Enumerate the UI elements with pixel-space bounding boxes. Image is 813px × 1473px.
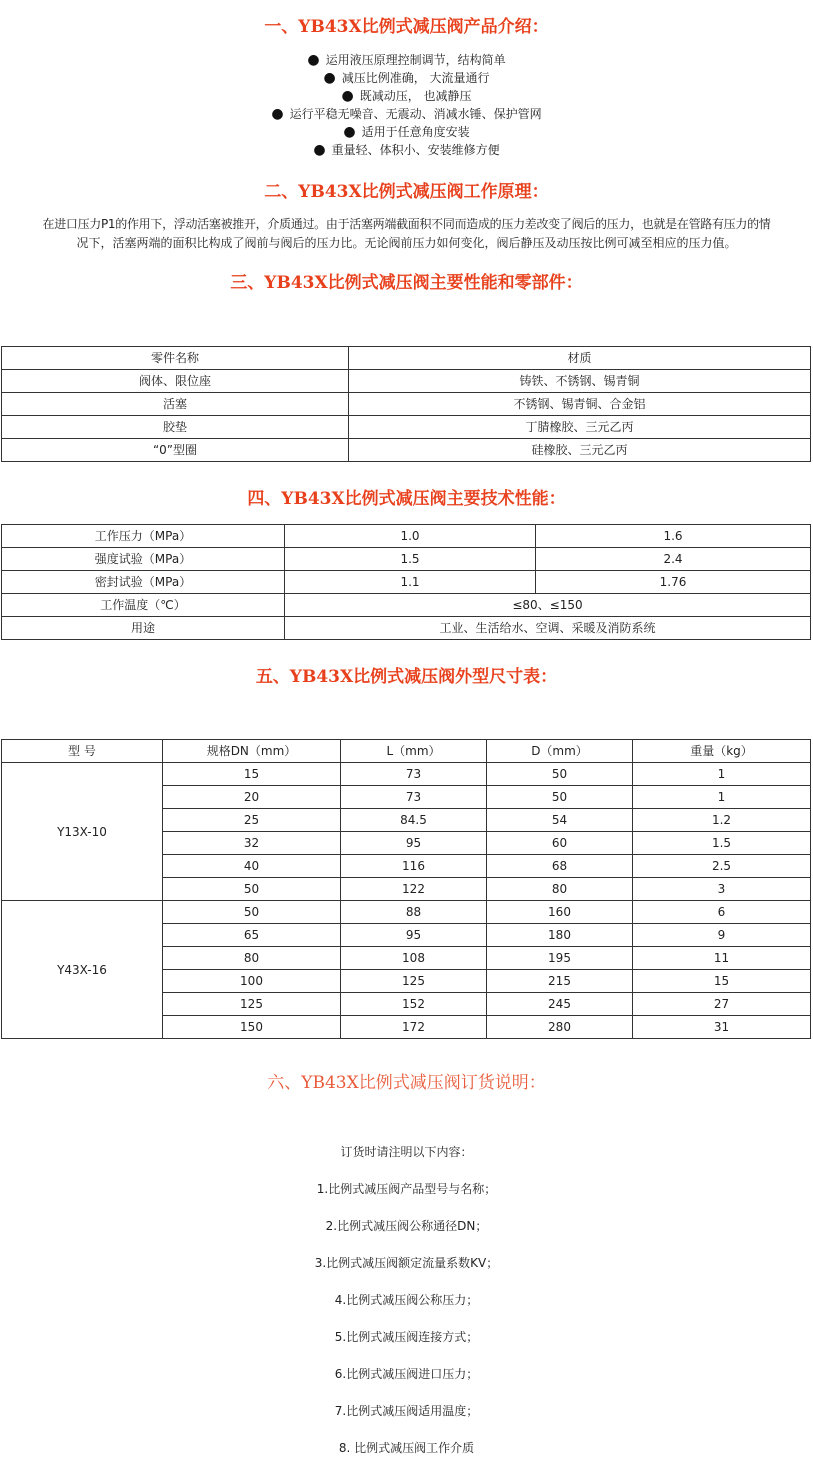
table-cell: 15 — [163, 763, 341, 786]
bullet-dot-icon: ● — [307, 52, 320, 68]
table-row — [2, 548, 811, 571]
dimension-table — [1, 739, 811, 1039]
feature-text: 运用液压原理控制调节，结构简单 — [325, 53, 506, 67]
table-cell: 50 — [163, 901, 341, 924]
table-cell: 100 — [163, 970, 341, 993]
table-cell: 25 — [163, 809, 341, 832]
table-cell: 不锈钢、锡青铜、合金铝 — [349, 393, 811, 416]
table-row — [2, 617, 811, 640]
principle-line-1: 在进口压力P1的作用下，浮动活塞被推开，介质通过。由于活塞两端截面积不同而造成的压力差改变了阀后的压力，也就是在管路有压力的情 — [42, 217, 771, 231]
table-cell: 40 — [163, 855, 341, 878]
table-cell: 密封试验（MPa） — [2, 571, 285, 594]
table-cell: 胶垫 — [2, 416, 349, 439]
table-cell: 245 — [487, 993, 633, 1016]
bullet-dot-icon: ● — [313, 142, 326, 158]
table-cell: 阀体、限位座 — [2, 370, 349, 393]
ordering-line: 7.比例式减压阀适用温度； — [334, 1404, 479, 1418]
table-cell: 150 — [163, 1016, 341, 1039]
section1-title: 一、YB43X比例式减压阀产品介绍： — [264, 17, 549, 37]
section3-title: 三、YB43X比例式减压阀主要性能和零部件： — [230, 273, 583, 293]
feature-item — [0, 105, 813, 123]
table-row — [2, 571, 811, 594]
table-row — [2, 439, 811, 462]
table-cell: 125 — [341, 970, 487, 993]
table-cell: 88 — [341, 901, 487, 924]
table-cell: 54 — [487, 809, 633, 832]
table-cell: 工作温度（℃） — [2, 594, 285, 617]
feature-item — [0, 87, 813, 105]
table-cell: 活塞 — [2, 393, 349, 416]
feature-item — [0, 51, 813, 69]
table-row — [2, 416, 811, 439]
feature-text: 适用于任意角度安装 — [361, 125, 470, 139]
header-cell: L（mm） — [341, 740, 487, 763]
table-row — [2, 525, 811, 548]
feature-item — [0, 141, 813, 159]
ordering-line: 8. 比例式减压阀工作介质 — [338, 1441, 475, 1455]
bullet-dot-icon: ● — [343, 124, 356, 140]
tech-spec-table — [1, 524, 811, 640]
table-cell: 2.5 — [633, 855, 811, 878]
table-cell: 20 — [163, 786, 341, 809]
section5-title: 五、YB43X比例式减压阀外型尺寸表： — [255, 667, 558, 687]
table-cell: 280 — [487, 1016, 633, 1039]
feature-list — [0, 51, 813, 159]
bullet-dot-icon: ● — [323, 70, 336, 86]
header-cell: 零件名称 — [2, 347, 349, 370]
feature-text: 减压比例准确， 大流量通行 — [341, 71, 490, 85]
feature-text: 重量轻、体积小、安装维修方便 — [331, 143, 500, 157]
table-cell: 工作压力（MPa） — [2, 525, 285, 548]
table-cell: 80 — [163, 947, 341, 970]
header-cell: D（mm） — [487, 740, 633, 763]
section6-title: 六、YB43X比例式减压阀订货说明： — [267, 1073, 546, 1093]
table-cell: 铸铁、不锈钢、锡青铜 — [349, 370, 811, 393]
table-cell: 50 — [163, 878, 341, 901]
bullet-dot-icon: ● — [341, 88, 354, 104]
table-cell: 27 — [633, 993, 811, 1016]
table-cell: 84.5 — [341, 809, 487, 832]
table-cell: 1 — [633, 763, 811, 786]
table-cell: 160 — [487, 901, 633, 924]
table-cell: 丁腈橡胶、三元乙丙 — [349, 416, 811, 439]
table-cell: 1.0 — [285, 525, 536, 548]
table-cell: 108 — [341, 947, 487, 970]
table-header-row — [2, 740, 811, 763]
ordering-line: 2.比例式减压阀公称通径DN； — [325, 1219, 488, 1233]
feature-text: 运行平稳无噪音、无震动、消减水锤、保护管网 — [289, 107, 542, 121]
table-cell: 2.4 — [536, 548, 811, 571]
table-cell: 116 — [341, 855, 487, 878]
ordering-line: 6.比例式减压阀进口压力； — [334, 1367, 479, 1381]
table-cell: 1.5 — [285, 548, 536, 571]
table-row — [2, 763, 811, 786]
ordering-line: 5.比例式减压阀连接方式； — [334, 1330, 479, 1344]
bullet-dot-icon: ● — [271, 106, 284, 122]
table-cell: 1.2 — [633, 809, 811, 832]
section2-title: 二、YB43X比例式减压阀工作原理： — [264, 182, 549, 202]
header-cell: 型 号 — [2, 740, 163, 763]
table-cell: 215 — [487, 970, 633, 993]
table-cell: 60 — [487, 832, 633, 855]
section4-title: 四、YB43X比例式减压阀主要技术性能： — [247, 489, 566, 509]
table-cell: 73 — [341, 763, 487, 786]
table-cell: 172 — [341, 1016, 487, 1039]
table-cell: 用途 — [2, 617, 285, 640]
table-cell: 硅橡胶、三元乙丙 — [349, 439, 811, 462]
table-cell: 1.5 — [633, 832, 811, 855]
ordering-line: 1.比例式减压阀产品型号与名称； — [316, 1182, 497, 1196]
table-cell: 1.76 — [536, 571, 811, 594]
table-cell: 180 — [487, 924, 633, 947]
table-cell: 3 — [633, 878, 811, 901]
table-cell: 1.1 — [285, 571, 536, 594]
model-cell: Y43X-16 — [2, 901, 163, 1039]
header-cell: 重量（kg） — [633, 740, 811, 763]
header-cell: 规格DN（mm） — [163, 740, 341, 763]
feature-text: 既减动压， 也减静压 — [359, 89, 472, 103]
ordering-instructions — [0, 1140, 813, 1473]
table-cell: 工业、生活给水、空调、采暖及消防系统 — [285, 617, 811, 640]
feature-item — [0, 123, 813, 141]
table-cell: 11 — [633, 947, 811, 970]
table-cell: 31 — [633, 1016, 811, 1039]
table-cell: 强度试验（MPa） — [2, 548, 285, 571]
table-cell: 195 — [487, 947, 633, 970]
table-cell: 122 — [341, 878, 487, 901]
table-cell: 15 — [633, 970, 811, 993]
table-cell: 50 — [487, 763, 633, 786]
table-row — [2, 393, 811, 416]
table-cell: 65 — [163, 924, 341, 947]
table-cell: 125 — [163, 993, 341, 1016]
table-cell: 152 — [341, 993, 487, 1016]
feature-item — [0, 69, 813, 87]
table-cell: 80 — [487, 878, 633, 901]
table-cell: ≤80、≤150 — [285, 594, 811, 617]
table-cell: 95 — [341, 832, 487, 855]
table-cell: “0”型圈 — [2, 439, 349, 462]
table-row — [2, 594, 811, 617]
table-cell: 50 — [487, 786, 633, 809]
table-cell: 6 — [633, 901, 811, 924]
table-cell: 32 — [163, 832, 341, 855]
working-principle-text — [0, 215, 813, 253]
table-cell: 95 — [341, 924, 487, 947]
table-cell: 9 — [633, 924, 811, 947]
header-cell: 材质 — [349, 347, 811, 370]
ordering-line: 4.比例式减压阀公称压力； — [334, 1293, 479, 1307]
table-cell: 73 — [341, 786, 487, 809]
table-row — [2, 370, 811, 393]
table-cell: 1.6 — [536, 525, 811, 548]
ordering-line: 3.比例式减压阀额定流量系数KV； — [314, 1256, 499, 1270]
ordering-line: 订货时请注明以下内容： — [340, 1145, 473, 1159]
principle-line-2: 况下，活塞两端的面积比构成了阀前与阀后的压力比。无论阀前压力如何变化，阀后静压及动压按比例可减至相应的压力值。 — [76, 236, 737, 250]
model-cell: Y13X-10 — [2, 763, 163, 901]
table-cell: 1 — [633, 786, 811, 809]
parts-table — [1, 346, 811, 462]
table-row — [2, 901, 811, 924]
table-cell: 68 — [487, 855, 633, 878]
table-header-row — [2, 347, 811, 370]
